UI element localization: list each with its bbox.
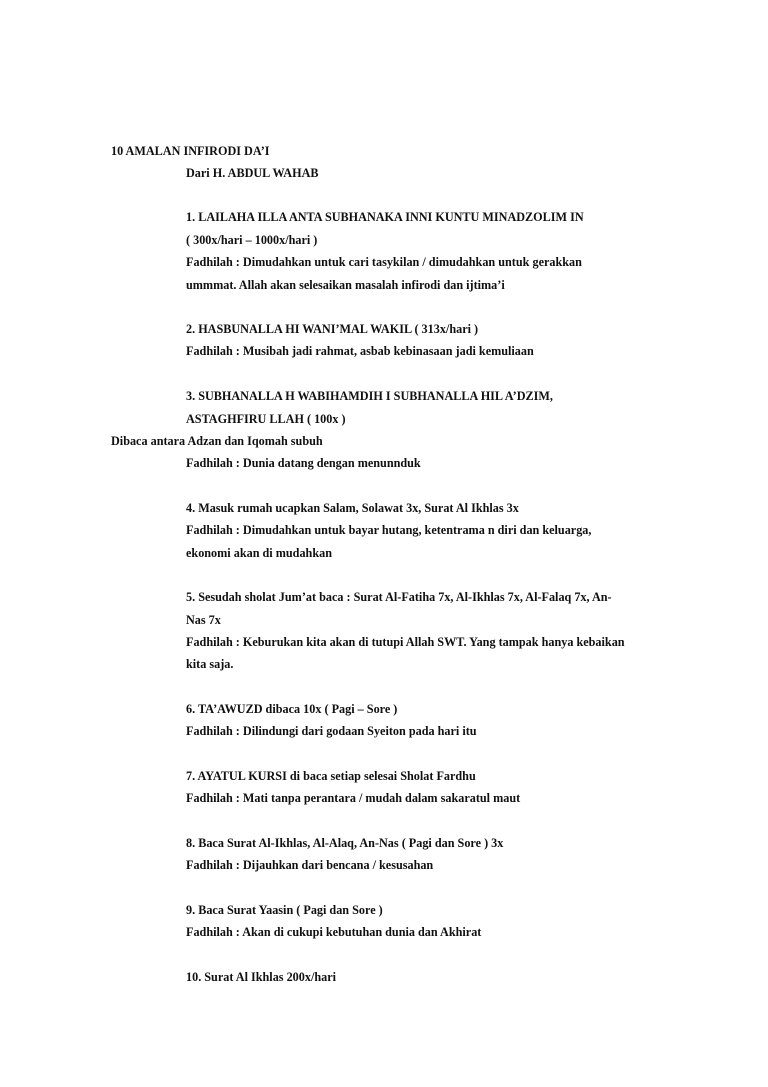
item-4-fadhilah: Fadhilah : Dimudahkan untuk bayar hutang, ketentrama n diri dan keluarga, xyxy=(186,523,592,537)
item-1-heading: 1. LAILAHA ILLA ANTA SUBHANAKA INNI KUNTU MINADZOLIM IN xyxy=(186,210,584,224)
item-4-heading: 4. Masuk rumah ucapkan Salam, Solawat 3x, Surat Al Ikhlas 3x xyxy=(186,501,519,515)
item-7-fadhilah: Fadhilah : Mati tanpa perantara / mudah dalam sakaratul maut xyxy=(186,791,521,805)
item-7-heading: 7. AYATUL KURSI di baca setiap selesai Sholat Fardhu xyxy=(186,769,476,783)
item-6-heading: 6. TA’AWUZD dibaca 10x ( Pagi – Sore ) xyxy=(186,702,398,716)
item-8-fadhilah: Fadhilah : Dijauhkan dari bencana / kesusahan xyxy=(186,858,434,872)
item-5-heading-cont: Nas 7x xyxy=(186,613,221,627)
item-1-fadhilah: Fadhilah : Dimudahkan untuk cari tasykilan / dimudahkan untuk gerakkan xyxy=(186,255,582,269)
item-3-heading-cont: ASTAGHFIRU LLAH ( 100x ) xyxy=(186,412,346,426)
item-9-heading: 9. Baca Surat Yaasin ( Pagi dan Sore ) xyxy=(186,903,383,917)
item-3-heading: 3. SUBHANALLA H WABIHAMDIH I SUBHANALLA HIL A’DZIM, xyxy=(186,389,553,403)
document-author: Dari H. ABDUL WAHAB xyxy=(186,166,319,180)
item-8-heading: 8. Baca Surat Al-Ikhlas, Al-Alaq, An-Nas ( Pagi dan Sore ) 3x xyxy=(186,836,504,850)
item-2-heading: 2. HASBUNALLA HI WANI’MAL WAKIL ( 313x/hari ) xyxy=(186,322,479,336)
item-3-note: Dibaca antara Adzan dan Iqomah subuh xyxy=(111,434,323,448)
item-1-fadhilah-cont: ummmat. Allah akan selesaikan masalah infirodi dan ijtima’i xyxy=(186,278,505,292)
item-1-heading-cont: ( 300x/hari – 1000x/hari ) xyxy=(186,233,318,247)
item-5-fadhilah-cont: kita saja. xyxy=(186,657,234,671)
item-9-fadhilah: Fadhilah : Akan di cukupi kebutuhan dunia dan Akhirat xyxy=(186,925,482,939)
item-3-fadhilah: Fadhilah : Dunia datang dengan menunnduk xyxy=(186,456,421,470)
item-10-heading: 10. Surat Al Ikhlas 200x/hari xyxy=(186,970,337,984)
item-4-fadhilah-cont: ekonomi akan di mudahkan xyxy=(186,546,332,560)
document-title: 10 AMALAN INFIRODI DA’I xyxy=(111,144,270,158)
item-5-heading: 5. Sesudah sholat Jum’at baca : Surat Al-Fatiha 7x, Al-Ikhlas 7x, Al-Falaq 7x, An- xyxy=(186,590,612,604)
item-5-fadhilah: Fadhilah : Keburukan kita akan di tutupi Allah SWT. Yang tampak hanya kebaikan xyxy=(186,635,625,649)
item-2-fadhilah: Fadhilah : Musibah jadi rahmat, asbab kebinasaan jadi kemuliaan xyxy=(186,344,534,358)
item-6-fadhilah: Fadhilah : Dilindungi dari godaan Syeiton pada hari itu xyxy=(186,724,477,738)
